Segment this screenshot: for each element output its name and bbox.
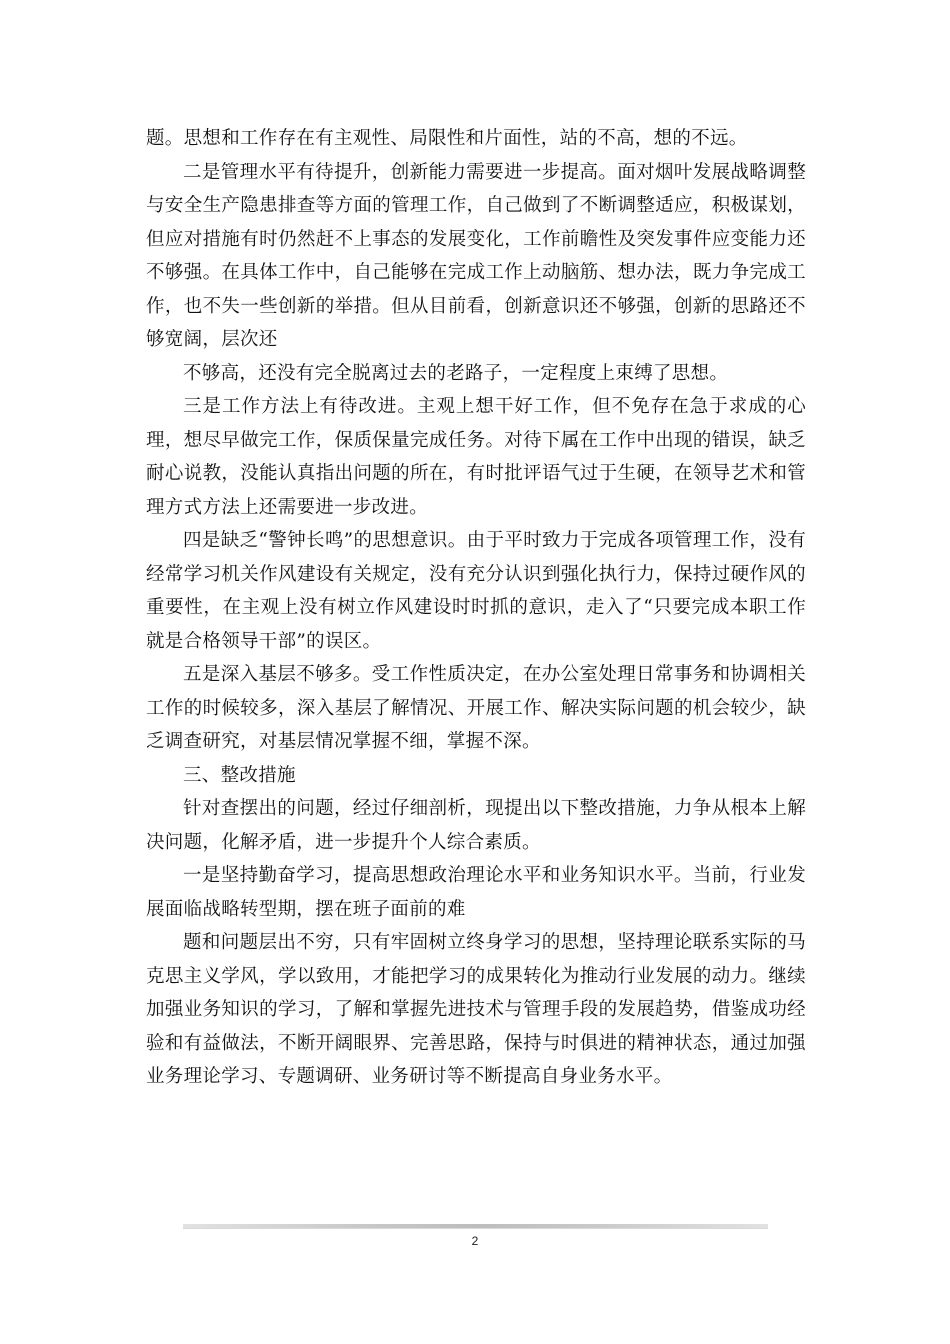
paragraph-6: 五是深入基层不够多。受工作性质决定，在办公室处理日常事务和协调相关工作的时候较多，深入基层了解情况、开展工作、解决实际问题的机会较少，缺乏调查研究，对基层情况掌握不细，掌握不深。 xyxy=(146,664,806,752)
footer-divider xyxy=(183,1224,768,1228)
paragraph-1: 题。思想和工作存在有主观性、局限性和片面性，站的不高，想的不远。 xyxy=(146,128,748,149)
paragraph-8: 针对查摆出的问题，经过仔细剖析，现提出以下整改措施，力争从根本上解决问题，化解矛盾，进一步提升个人综合素质。 xyxy=(146,798,806,853)
section-heading: 三、整改措施 xyxy=(183,764,296,786)
paragraph-2: 二是管理水平有待提升，创新能力需要进一步提高。面对烟叶发展战略调整与安全生产隐患排查等方面的管理工作，自己做到了不断调整适应，积极谋划，但应对措施有时仍然赶不上事态的发展变化，工作前瞻性及突发事件应变能力还不够强。在具体工作中，自己能够在完成工作上动脑筋、想办法，既力争完成工作，也不失一些创新的举措。但从目前看，创新意识还不够强，创新的思路还不够宽阔，层次还 xyxy=(146,161,806,350)
paragraph-4: 三是工作方法上有待改进。主观上想干好工作，但不免存在急于求成的心理，想尽早做完工作，保质保量完成任务。对待下属在工作中出现的错误，缺乏耐心说教，没能认真指出问题的所在，有时批评语气过于生硬，在领导艺术和管理方式方法上还需要进一步改进。 xyxy=(146,396,806,518)
paragraph-9: 一是坚持勤奋学习，提高思想政治理论水平和业务知识水平。当前，行业发展面临战略转型期，摆在班子面前的难 xyxy=(146,865,806,920)
document-body xyxy=(146,122,806,1094)
paragraph-10: 题和问题层出不穷，只有牢固树立终身学习的思想，坚持理论联系实际的马克思主义学风，学以致用，才能把学习的成果转化为推动行业发展的动力。继续加强业务知识的学习，了解和掌握先进技术与管理手段的发展趋势，借鉴成功经验和有益做法，不断开阔眼界、完善思路，保持与时俱进的精神状态，通过加强业务理论学习、专题调研、业务研讨等不断提高自身业务水平。 xyxy=(146,932,806,1087)
paragraph-3: 不够高，还没有完全脱离过去的老路子，一定程度上束缚了思想。 xyxy=(183,362,729,384)
paragraph-5: 四是缺乏“警钟长鸣”的思想意识。由于平时致力于完成各项管理工作，没有经常学习机关作风建设有关规定，没有充分认识到强化执行力，保持过硬作风的重要性，在主观上没有树立作风建设时时抓的意识，走入了“只要完成本职工作就是合格领导干部”的误区。 xyxy=(146,530,806,652)
page-number: 2 xyxy=(471,1234,479,1248)
